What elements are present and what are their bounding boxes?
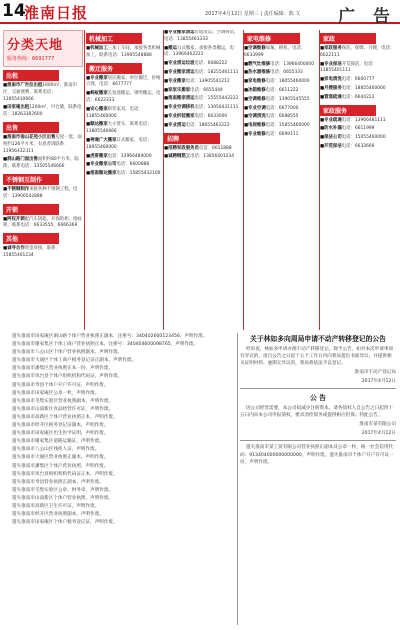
classified-ad bbox=[164, 30, 242, 44]
divider bbox=[240, 388, 396, 389]
category-header: 其他 bbox=[3, 233, 59, 244]
ad-body: 面积约80平方米，临街，联系电话：13505546666 bbox=[3, 157, 79, 170]
column-2 bbox=[86, 30, 162, 330]
column-5 bbox=[320, 30, 398, 330]
classified-ad bbox=[164, 146, 242, 153]
classified-ad bbox=[3, 187, 83, 201]
classified-ad bbox=[164, 70, 242, 77]
ad-title: ■诚寻合作 bbox=[3, 246, 25, 252]
classified-ad bbox=[3, 105, 83, 119]
loss-notice-item: 遗失淮南市经开区税务登记证副本，声明作废。 bbox=[12, 423, 109, 429]
category-header: 招聘 bbox=[164, 133, 220, 144]
ad-body: 保洁、保姆、月嫂，电话：6622111 bbox=[320, 46, 395, 58]
loss-notice-item: 遗失淮南市寿县个体户开户许可证，声明作废。 bbox=[12, 382, 109, 388]
classified-ad bbox=[164, 96, 242, 103]
ad-title: ■淮南顺达搬家 bbox=[86, 171, 117, 177]
classified-ad bbox=[320, 126, 398, 133]
classified-ad bbox=[3, 217, 83, 231]
notice-body: 遗失淮南市某工贸有限公司营业执照正副本及公章一枚，统一社会信用代码：913404000000000000，声明作废。遗失淮南市个体户开户许可证一份，声明作废。 bbox=[240, 445, 394, 465]
ad-body: 电话：6600777 bbox=[341, 77, 375, 83]
ad-body: 电话：18655462222 bbox=[185, 122, 230, 128]
classified-ad bbox=[244, 46, 318, 60]
ad-title: ■专业维修 bbox=[244, 131, 266, 137]
ad-body: 长短途搬运，钢琴搬运，电话：6622333 bbox=[86, 91, 161, 103]
ad-body: 电话：6688555 bbox=[265, 114, 299, 120]
ad-title: ■专业搬家公司 bbox=[86, 162, 117, 168]
ad-body: 1200m²，可仓储，联系电话：18263387600 bbox=[3, 105, 82, 118]
ad-body: 电话：15555442222 bbox=[194, 96, 239, 102]
ad-title: ■神通广大搬家 bbox=[86, 137, 117, 143]
classified-ad bbox=[244, 123, 318, 130]
classified-ad bbox=[86, 162, 162, 169]
classified-ad bbox=[164, 61, 242, 68]
ad-title: ■空调清洗 bbox=[244, 114, 266, 120]
page-header bbox=[0, 0, 400, 27]
ad-title: ■月嫂服务 bbox=[320, 85, 342, 91]
ad-title: ■专业空调移机 bbox=[164, 105, 195, 111]
ad-body: 电话：6644222 bbox=[341, 94, 375, 100]
ad-title: ■不锈钢制作 bbox=[3, 186, 30, 192]
ad-body: 配汽车钥匙，开保险柜、指纹锁，联系电话：6633555、6666369 bbox=[3, 216, 82, 229]
ad-body: 大小货车，联系电话：13805546666 bbox=[86, 122, 152, 135]
ad-body: 日式搬家，电话：18955460000 bbox=[86, 137, 152, 150]
classified-ad bbox=[86, 46, 162, 60]
classified-ad bbox=[244, 114, 318, 121]
loss-notice-item: 遗失淮南市大通区营业执照正副本，声明作废。 bbox=[12, 455, 109, 461]
notice-signature: 淮南市某有限公司 bbox=[359, 422, 396, 428]
classified-ad bbox=[86, 154, 162, 161]
classified-ad bbox=[86, 76, 162, 90]
ad-body: 电话：13856401234 bbox=[190, 154, 235, 160]
ad-body: 电话：6699111 bbox=[265, 131, 299, 137]
classified-ad bbox=[244, 79, 318, 86]
ad-title: ■安心搬家 bbox=[86, 106, 108, 112]
ad-body: 居民搬家、单位搬迁，价格合理，电话：6677777 bbox=[86, 75, 161, 88]
loss-notice-item: 遗失淮南市谢家集区道路运输证，声明作废。 bbox=[12, 439, 104, 445]
ad-body: 电话：6633666 bbox=[341, 143, 375, 149]
ad-title: ■淮南搬家清运 bbox=[164, 96, 195, 102]
loss-notices bbox=[6, 333, 234, 625]
ad-title: ■蚂蚁搬家 bbox=[86, 91, 108, 97]
notice-title: 公 告 bbox=[310, 394, 326, 403]
category-header: 搬迁服务 bbox=[86, 63, 142, 74]
ad-body: 电话：6677000 bbox=[265, 105, 299, 111]
loss-notice-item: 遗失淮南市田家庵区公章一枚，声明作废。 bbox=[12, 390, 100, 396]
notice-signature: 淮南市不动产登记局 bbox=[354, 370, 396, 376]
ad-body: 垃圾清运、空调拆装，电话：13855463333 bbox=[164, 30, 239, 42]
ad-title: ■搬运 bbox=[164, 45, 177, 51]
ad-title: ■专业清运 bbox=[164, 122, 186, 128]
category-header: 家政 bbox=[320, 33, 376, 44]
loss-notice-item: 遗失淮南市凤台县组织机构代码证正本，声明作废。 bbox=[12, 471, 118, 477]
classified-ad bbox=[164, 123, 242, 130]
classified-ad bbox=[3, 135, 83, 155]
ad-body: 承接各种不锈钢工程，电话：13906542888 bbox=[3, 186, 78, 199]
ad-body: 电话：18855460000 bbox=[341, 85, 386, 91]
classified-ad bbox=[244, 106, 318, 113]
classified-ad bbox=[86, 171, 162, 178]
category-header: 机械加工 bbox=[86, 33, 142, 44]
ad-title: ■家电维修 bbox=[244, 79, 266, 85]
ad-body: 拆装家具，电话：13855460000 bbox=[86, 106, 143, 119]
classified-ad bbox=[164, 46, 242, 60]
ad-body: 电话：15855460000 bbox=[265, 123, 310, 129]
loss-notice-item: 遗失淮南市潘集区个体户营业执照，声明作废。 bbox=[12, 463, 109, 469]
ad-body: 电话：6600888 bbox=[116, 162, 150, 168]
loss-notice-item: 遗失淮南市八公山区残疾人证，声明作废。 bbox=[12, 447, 100, 453]
classified-ad bbox=[244, 70, 318, 77]
ad-title: ■专业清运垃圾 bbox=[164, 61, 195, 67]
ad-body: 电话：13905545555 bbox=[265, 96, 310, 102]
notice-body: 因公司经营需要，本公司拟减少注册资本，请各债权人自公告之日起四十五日内向本公司申报债权，要求清偿债务或提供相应担保。特此公告。 bbox=[240, 406, 394, 419]
classified-ad bbox=[320, 144, 398, 151]
ad-title: ■电视维修 bbox=[244, 123, 266, 129]
notice-date: 2017年4月12日 bbox=[361, 431, 396, 437]
section-title: 广 告 bbox=[338, 7, 396, 27]
loss-notice-item: 遗失淮南市山南新区个体户营业执照，声明作废。 bbox=[12, 495, 114, 501]
ad-title: ■诚聘钢筋工 bbox=[164, 154, 191, 160]
ad-title: ■虎哥搬家 bbox=[86, 153, 108, 159]
ad-body: 电话：15855432100 bbox=[116, 171, 161, 177]
classified-ad bbox=[164, 114, 242, 121]
loss-notice-item: 遗失淮南市毛集实验区公章、财务章，声明作废。 bbox=[12, 487, 114, 493]
notice-date: 2017年4月12日 bbox=[361, 379, 396, 385]
ad-body: 电话：13966481111 bbox=[341, 117, 386, 123]
loss-notice-item: 遗失淮南市经开区营业执照副本，声明作废。 bbox=[12, 512, 104, 518]
column-3 bbox=[164, 30, 242, 330]
ad-body: 电话：13905541212 bbox=[185, 78, 230, 84]
classified-ad bbox=[86, 91, 162, 105]
ad-list bbox=[320, 33, 398, 151]
issue-info: 2017年4月12日 星期三 | 责任编辑：陈 文 bbox=[205, 11, 301, 17]
ad-body: 电话：13966400000 bbox=[270, 61, 315, 67]
classified-ad bbox=[320, 135, 398, 142]
loss-notice-item: 遗失淮南市八公山区个体户营业执照副本，声明作废。 bbox=[12, 350, 123, 356]
classified-ad bbox=[320, 46, 398, 60]
ad-title: ■淮南市广告位出租 bbox=[3, 83, 43, 88]
ad-body: 电话：6655444 bbox=[190, 87, 223, 93]
ad-title: ■专业搬家清运 bbox=[164, 69, 195, 75]
ad-body: 电话：18055460000 bbox=[265, 79, 310, 85]
classified-ad bbox=[244, 97, 318, 104]
ad-list bbox=[3, 70, 83, 260]
ad-body: 电话：13966480000 bbox=[107, 153, 152, 159]
loss-notice-item: 遗失淮南市大通区个体工商户税务登记证正副本，声明作废。 bbox=[12, 358, 137, 364]
category-header: 出租 bbox=[3, 70, 59, 81]
loss-notice-item: 遗失淮南市毛集实验区营业执照副本，声明作废。 bbox=[12, 398, 114, 404]
brand-box bbox=[3, 30, 83, 67]
ad-title: ■专业保洁 bbox=[320, 61, 342, 67]
classified-ad bbox=[244, 132, 318, 139]
public-notices bbox=[240, 333, 396, 466]
classified-ad bbox=[3, 157, 83, 171]
ad-title: ■专业搬家清运 bbox=[164, 30, 195, 35]
ad-title: ■阿权开锁 bbox=[3, 216, 25, 222]
ad-body: 加氟、移机，电话：6633999 bbox=[244, 46, 306, 58]
ad-title: ■空调维修 bbox=[244, 46, 266, 51]
classified-ad bbox=[244, 62, 318, 69]
classified-ad bbox=[244, 88, 318, 95]
ad-title: ■保洁公司 bbox=[320, 135, 342, 141]
ad-title: ■家政服务 bbox=[320, 46, 342, 51]
category-header: 家政服务 bbox=[320, 105, 376, 116]
classified-ad bbox=[320, 95, 398, 102]
column-4 bbox=[244, 30, 318, 330]
brand-title: 分类天地 bbox=[7, 38, 64, 53]
ad-title: ■专业搬家 bbox=[86, 75, 108, 81]
ad-title: ■机械加工 bbox=[86, 46, 108, 51]
ad-body: 电话：6688222 bbox=[194, 61, 228, 67]
ad-body: 电话：13956431111 bbox=[194, 105, 239, 111]
classified-ad bbox=[3, 246, 83, 260]
category-header: 开锁 bbox=[3, 204, 59, 215]
classified-ad bbox=[320, 86, 398, 93]
page-number: 14 bbox=[2, 1, 26, 21]
classified-ad bbox=[164, 79, 242, 86]
classified-ad bbox=[164, 154, 242, 161]
loss-notice-item: 遗失淮南市高新区卫生许可证，声明作废。 bbox=[12, 503, 100, 509]
ad-body: 电话：6611888 bbox=[198, 145, 232, 151]
ad-title: ■燃气灶维修 bbox=[244, 61, 271, 67]
classified-ad bbox=[320, 118, 398, 125]
classified-ad bbox=[86, 122, 162, 136]
classified-ad bbox=[3, 83, 83, 103]
classified-ad bbox=[86, 138, 162, 152]
ad-title: ■顺达搬家 bbox=[86, 122, 108, 128]
ad-body: 电话：6655333 bbox=[270, 70, 303, 76]
ad-body: 三加工车间，承接各类机械加工，联系电话：13905548888 bbox=[86, 46, 161, 58]
loss-notice-item: 遗失淮南市高新区个体户营业执照正本，声明作废。 bbox=[12, 414, 118, 420]
loss-notice-item: 遗失淮南市凤台县个体户组织机构代码证，声明作废。 bbox=[12, 374, 123, 380]
loss-notice-item: 遗失淮南市山南新区食品经营许可证，声明作废。 bbox=[12, 406, 114, 412]
column-rule bbox=[84, 30, 85, 330]
ad-title: ■家电清洗 bbox=[320, 77, 342, 83]
notice-body: 经审查，林如多申请办理不动产转移登记，现予公告。如对本次申请事项有异议的，请自公告之日起十五个工作日内向我局提出书面异议，并提供相关证明材料。逾期无异议的，我局将依法予以登记。 bbox=[240, 347, 394, 367]
notice-title: 关于林如多向周局申请不动产转移登记的公告 bbox=[250, 335, 386, 343]
ad-list bbox=[244, 33, 318, 139]
classified-ad bbox=[86, 107, 162, 121]
ad-body: 电话：18255461111 bbox=[194, 69, 239, 75]
loss-notice-item: 遗失淮南市潘集区营业执照正本一份，声明作废。 bbox=[12, 366, 114, 372]
masthead: 淮南日报 bbox=[24, 4, 89, 22]
classified-ad bbox=[164, 105, 242, 112]
ad-title: ■家家乐搬家 bbox=[164, 87, 191, 93]
ad-title: ■田家庵出租 bbox=[3, 105, 30, 111]
ad-body: 房屋一套，面积约126平方米，有意者请联系：13956432311 bbox=[3, 134, 82, 154]
ad-body: 资金对接，联系：15855401234 bbox=[3, 246, 60, 258]
ad-title: ■专业疏通 bbox=[320, 117, 342, 123]
column-1 bbox=[3, 30, 83, 330]
ad-list bbox=[164, 30, 242, 161]
ad-title: ■淮南市南山花苑小区出售 bbox=[3, 134, 56, 140]
column-rule bbox=[237, 333, 238, 625]
ad-title: ■防水补漏 bbox=[320, 126, 342, 132]
ad-title: ■专业空调 bbox=[244, 105, 266, 111]
loss-notice-item: 遗失淮南市田家庵区出生医学证明，声明作废。 bbox=[12, 431, 109, 437]
ad-title: ■空调维修 bbox=[244, 96, 266, 102]
loss-notice-item: 遗失淮南市谢家集区个体工商户营业执照正本，注册号：340404600098765，声明作废。 bbox=[12, 342, 199, 348]
category-header: 家电维修 bbox=[244, 33, 300, 44]
brand-hotline: 服务热线：6691777 bbox=[7, 56, 55, 62]
ad-title: ■专业搬家 bbox=[164, 78, 186, 84]
classified-ad bbox=[320, 62, 398, 76]
ad-title: ■冰箱维修 bbox=[244, 87, 266, 93]
ad-body: 电话：6611999 bbox=[341, 126, 375, 132]
ad-title: ■热水器维修 bbox=[244, 70, 271, 76]
ad-title: ■管道疏通 bbox=[320, 94, 342, 100]
loss-notice-item: 遗失淮南市田家庵区个体户税务登记证，声明作废。 bbox=[12, 520, 118, 526]
loss-notice-item: 遗失淮南市田家庵区洞山路个体户营业执照正副本，注册号：340402600123456，声明作废。 bbox=[12, 334, 208, 339]
ad-body: 电话：6633000 bbox=[194, 113, 228, 119]
ad-title: ■开荒保洁 bbox=[320, 143, 342, 149]
ad-body: 电话：6611222 bbox=[265, 87, 299, 93]
loss-notice-item: 遗失淮南市寿县营业执照正副本，声明作废。 bbox=[12, 479, 104, 485]
ad-title: ■洞山路门面出售 bbox=[3, 157, 38, 163]
category-header: 不锈钢互制作 bbox=[3, 174, 59, 185]
classified-ad bbox=[164, 88, 242, 95]
ad-body: 开荒保洁，电话：13855401111 bbox=[320, 61, 377, 74]
ad-body: 电话：15055460000 bbox=[341, 135, 386, 141]
classified-ad bbox=[320, 77, 398, 84]
category-header: 出售 bbox=[3, 122, 59, 133]
ad-title: ■招聘家政服务员 bbox=[164, 145, 199, 151]
ad-body: 1600m²，淮南市区，交通便利，联系电话：13955410666 bbox=[3, 83, 78, 102]
ad-body: 日式搬家，承接各类搬运，电话：13966462222 bbox=[164, 45, 235, 58]
ad-title: ■专业拆装搬家 bbox=[164, 113, 195, 119]
divider bbox=[240, 440, 396, 441]
ad-list bbox=[86, 33, 162, 178]
